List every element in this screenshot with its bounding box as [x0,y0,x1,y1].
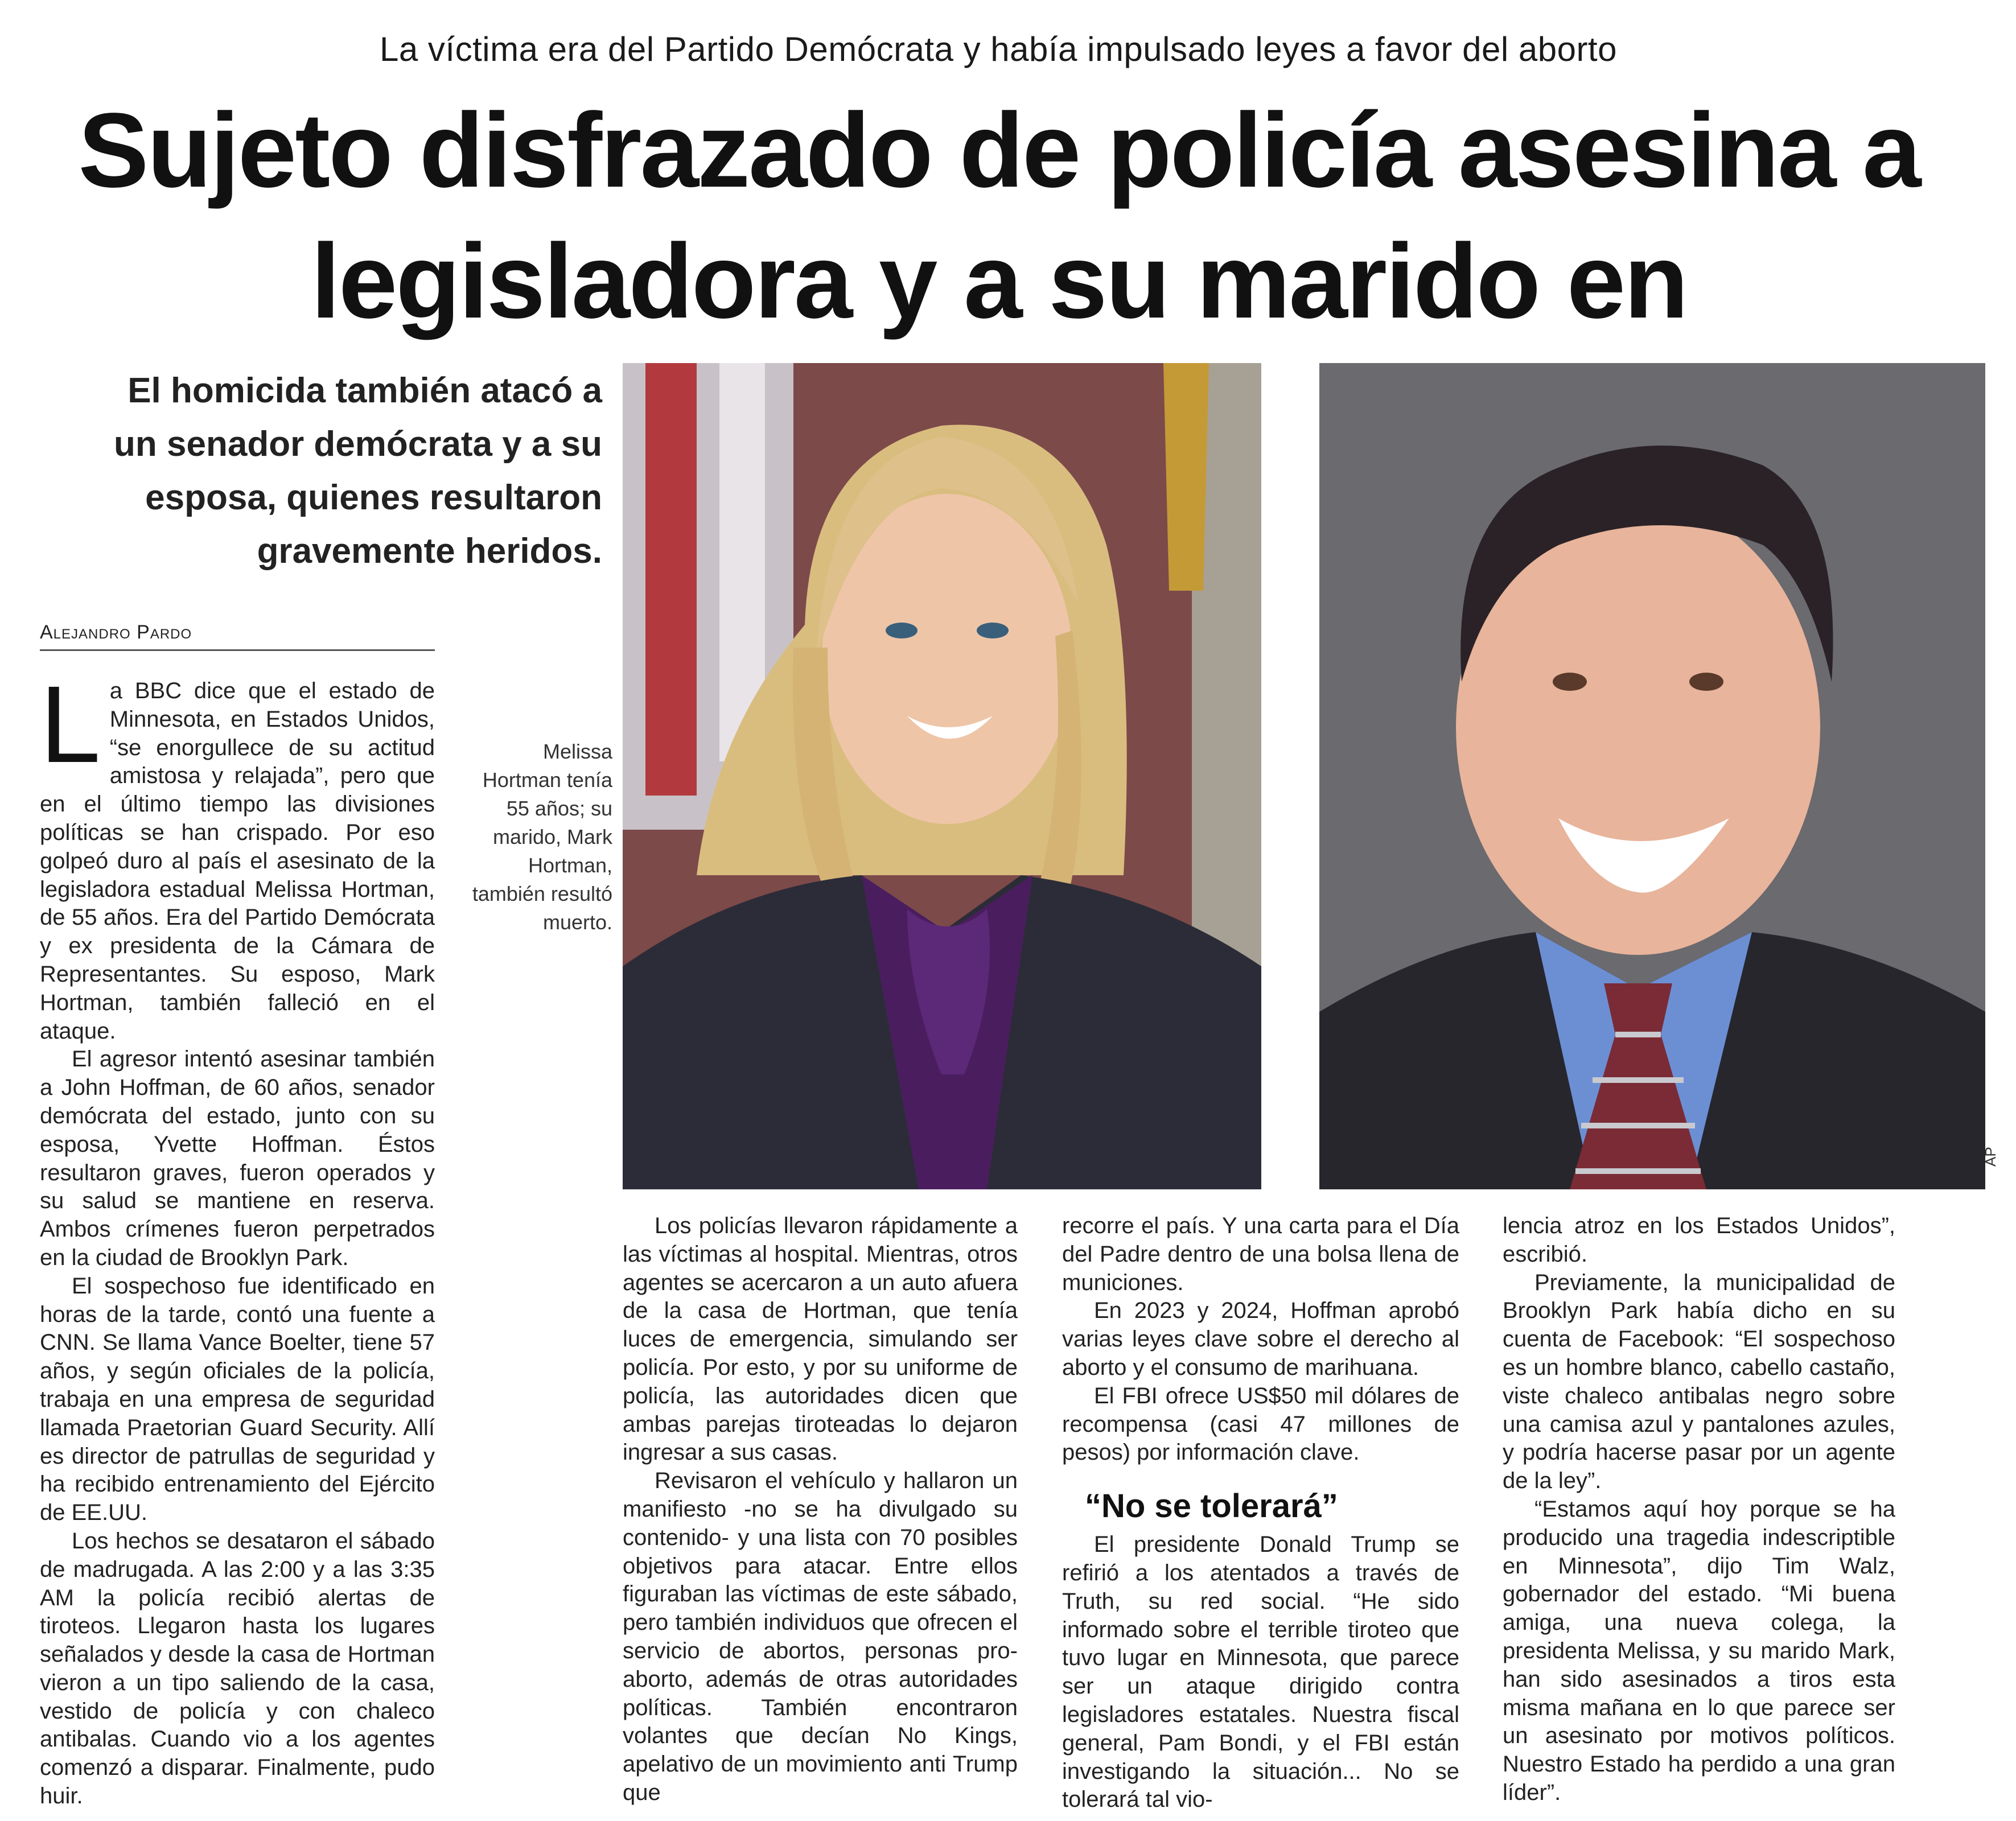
photo-caption: Melissa Hortman tenía 55 años; su marido, Mark Hortman, también resultó muerto. [472,740,612,934]
paragraph: El presidente Donald Trump se refirió a los atentados a través de Truth, su red social. “He sido informado sobre el terrible tiroteo que tuvo lugar en Minnesota, que parece ser un ataque dirigido contra legisladores estatales. Nuestra fiscal general, Pam Bondi, y el FBI están investigando la situación... No se tolerará tal vio- [1062,1532,1459,1812]
paragraph: Los hechos se desataron el sábado de madrugada. A las 2:00 y a las 3:35 AM la policía recibió alertas de tiroteos. Llegaron hasta los lugares señalados y desde la casa de Hortman vieron a un tipo saliendo de la casa, vestido de policía y con chaleco antibalas. Cuando vio a los agentes comenzó a disparar. Finalmente, pudo huir. [40,1528,435,1809]
deck: El homicida también atacó a un senador demócrata y a su esposa, quienes resultaron gravemente heridos. [114,371,602,571]
photo-credit: AP [1982,1147,1999,1167]
article-column-4 [1503,1212,1895,1807]
photo-john-hoffman [1319,363,1985,1189]
paragraph: El sospechoso fue identificado en horas de la tarde, contó una fuente a CNN. Se llama Vance Boelter, tiene 57 años, y según oficiales de la policía, trabaja en una empresa de seguridad llamada Praetorian Guard Security. Allí es director de patrullas de seguridad y ha recibido entrenamiento del Ejército de EE.UU. [40,1273,435,1526]
subhead: “No se tolerará” [1085,1488,1338,1525]
paragraph: El FBI ofrece US$50 mil dólares de recompensa (casi 47 millones de pesos) por información clave. [1062,1383,1459,1465]
paragraph: En 2023 y 2024, Hoffman aprobó varias leyes clave sobre el derecho al aborto y el consumo de marihuana. [1062,1298,1459,1380]
photo-melissa-hortman [623,363,1261,1189]
paragraph: “Estamos aquí hoy porque se ha producido una tragedia indescriptible en Minnesota”, dijo Tim Walz, gobernador del estado. “Mi buena amiga, una nueva colega, la presidenta Melissa, y su marido Mark, han sido asesinados a tiros esta misma mañana en lo que parece ser un asesinato por motivos políticos. Nuestro Estado ha perdido a una gran líder”. [1503,1496,1895,1805]
article-column-3 [1062,1212,1459,1814]
paragraph: recorre el país. Y una carta para el Día del Padre dentro de una bolsa llena de municiones. [1062,1213,1459,1295]
portrait-illustration-left [623,363,1261,1189]
article-column-2 [623,1212,1018,1807]
dropcap: L [40,663,101,785]
article-column-1 [40,663,435,1811]
paragraph: Los policías llevaron rápidamente a las víctimas al hospital. Mientras, otros agentes se acercaron a un auto afuera de la casa de Hortman, que tenía luces de emergencia, simulando ser policía. Por esto, y por su uniforme de policía, las autoridades dicen que ambas parejas tiroteadas lo dejaron ingresar a sus casas. [623,1213,1018,1465]
paragraph: Previamente, la municipalidad de Brooklyn Park había dicho en su cuenta de Facebook: “El sospechoso es un hombre blanco, cabello castaño, viste chaleco antibalas negro sobre una camisa azul y pantalones azules, y podría hacerse pasar por un agente de la ley”. [1503,1270,1895,1494]
byline: Alejandro Pardo [40,621,435,651]
kicker: La víctima era del Partido Demócrata y había impulsado leyes a favor del aborto [380,30,1617,68]
paragraph: lencia atroz en los Estados Unidos”, escribió. [1503,1213,1895,1267]
paragraph: La BBC dice que el estado de Minnesota, en Estados Unidos, “se enorgullece de su actitud amistosa y relajada”, pero que en el último tiempo las divisiones políticas se han crispado. Por eso golpeó duro al país el asesinato de la legisladora estadual Melissa Hortman, de 55 años. Era del Partido Demócrata y ex presidenta de la Cámara de Representantes. Su esposo, Mark Hortman, también falleció en el ataque. [40,663,435,1044]
portrait-illustration-right [1319,363,1985,1189]
headline: Sujeto disfrazado de policía asesina a legisladora y a su marido en [78,92,1920,340]
paragraph: El agresor intentó asesinar también a John Hoffman, de 60 años, senador demócrata del estado, junto con su esposa, Yvette Hoffman. Éstos resultaron graves, fueron operados y su salud se mantiene en reserva. Ambos crímenes fueron perpetrados en la ciudad de Brooklyn Park. [40,1047,435,1270]
paragraph: Revisaron el vehículo y hallaron un manifiesto -no se ha divulgado su contenido- y una lista con 70 posibles objetivos para atacar. Entre ellos figuraban las víctimas de este sábado, pero también individuos que ofrecen el servicio de abortos, personas pro-aborto, además de otras autoridades políticas. También encontraron volantes que decían No Kings, apelativo de un movimiento anti Trump que [623,1468,1018,1805]
